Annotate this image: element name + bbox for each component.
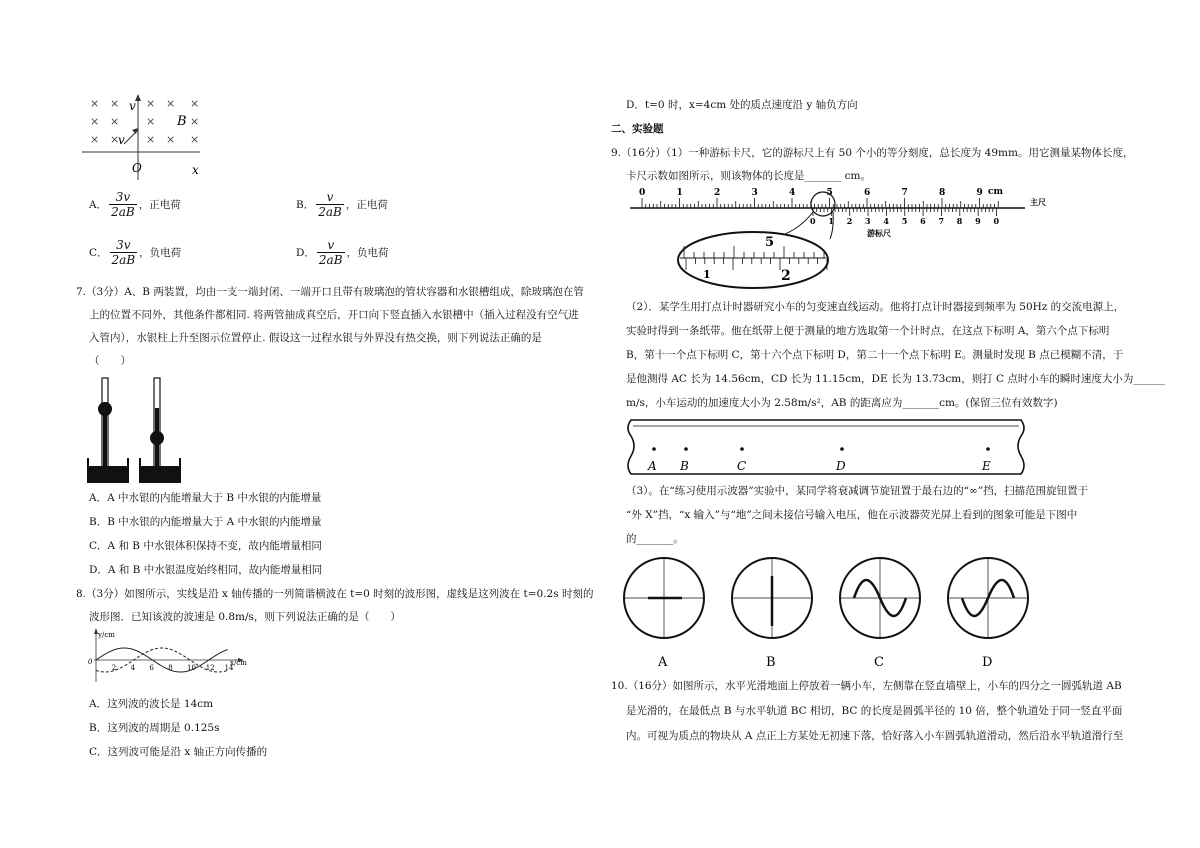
q8-option-c: C．这列波可能是沿 x 轴正方向传播的 [89,746,268,758]
svg-text:2: 2 [781,268,791,284]
caliper-vernier-label: 6 [920,216,926,226]
q9-p2-line5: m/s，小车运动的加速度大小为 2.58m/s²，AB 的距离应为_______cm。(保留三位有效数字) [626,397,1058,409]
svg-text:A: A [648,459,657,473]
mercury-tubes-figure [86,376,186,484]
caliper-vernier-label: 4 [883,216,889,226]
caliper-vernier-label: 3 [865,216,871,226]
q6-option-a: A． $\frac{3v}{2aB}$ ，正电荷 [89,190,181,219]
caliper-main-label: 1 [676,188,683,198]
wave-tick-label: 12 [205,664,215,672]
q9-p2-line4: 是他测得 AC 长为 14.56cm，CD 长为 11.15cm，DE 长为 13.73cm，则打 C 点时小车的瞬时速度大小为______ [626,373,1165,385]
svg-text:1: 1 [703,268,711,281]
q9-stem-line1: 9.（16分）（1）一种游标卡尺，它的游标尺上有 50 个小的等分刻度，总长度为 49mm。用它测量某物体长度， [611,147,1134,159]
paper-tape-figure [625,416,1027,478]
svg-text:v: v [129,99,136,113]
svg-text:v: v [118,133,125,147]
q8-stem-line1: 8.（3分）如图所示，实线是沿 x 轴传播的一列简谐横波在 t=0 时刻的波形图，虚线是这列波在 t=0.2s 时刻的 [76,588,594,600]
wave-tick-label: 14 [224,664,234,672]
section-heading: 二、实验题 [611,123,664,135]
caliper-main-label: 2 [714,188,721,198]
svg-text:A: A [658,655,668,670]
svg-text:D: D [982,655,993,670]
svg-text:O: O [132,161,142,175]
caliper-vernier-label: 8 [956,216,963,226]
svg-text:×: × [166,133,176,146]
svg-text:×: × [90,97,100,110]
caliper-vernier-label: 7 [938,216,945,226]
q8-stem-line2: 波形图．已知该波的波速是 0.8m/s，则下列说法正确的是（ ） [89,611,401,623]
svg-text:0: 0 [88,658,93,666]
scope-b [732,558,812,670]
caliper-main-label: 7 [901,188,908,198]
q8-option-b: B．这列波的周期是 0.125s [89,722,220,734]
wave-tick-label: 2 [111,664,117,672]
caliper-vernier-label: 2 [846,216,853,226]
svg-text:×: × [90,133,100,146]
magnetic-field-figure [82,92,212,182]
q9-p2-line1: （2）．某学生用打点计时器研究小车的匀变速直线运动。他将打点计时器接到频率为 50Hz 的交流电源上， [626,301,1125,313]
q8-option-a: A．这列波的波长是 14cm [89,698,214,710]
svg-text:×: × [110,97,120,110]
svg-text:×: × [190,115,200,128]
caliper-main-label: 4 [789,188,796,198]
caliper-vernier-label: 0 [993,216,1000,226]
caliper-vernier-label: 1 [828,216,834,226]
q6-option-b: B． $\frac{v}{2aB}$ ，正电荷 [296,190,388,219]
caliper-main-label: 0 [639,188,646,198]
caliper-main-label: 5 [826,188,833,198]
wave-tick-label: 6 [149,664,154,672]
caliper-main-label: 9 [976,188,983,198]
wave-figure [84,628,254,684]
q6-option-d: D． $\frac{v}{2aB}$ ，负电荷 [296,238,389,267]
q10-stem-line1: 10.（16分）如图所示，水平光滑地面上停放着一辆小车，左侧靠在竖直墙壁上，小车的四分之一圆弧轨道 AB [611,680,1122,692]
svg-text:C: C [737,459,747,473]
q7-option-a: A．A 中水银的内能增量大于 B 中水银的内能增量 [89,492,322,504]
svg-text:×: × [166,97,176,110]
scope-c [840,558,920,670]
svg-text:游标尺: 游标尺 [867,228,891,238]
scope-a [624,558,704,670]
svg-text:B: B [766,655,776,670]
svg-text:D: D [836,459,846,473]
q9-stem-line2: 卡尺示数如图所示，则该物体的长度是_______ cm。 [626,170,871,182]
q7-stem-line3: 入管内），水银柱上升至图示位置停止. 假设这一过程水银与外界没有热交换，则下列说法正确的是 [89,332,542,344]
q9-p3-line2: “外 X”挡，“x 输入”与“地”之间未接信号输入电压，他在示波器荧光屏上看到的图象可能是下图中 [626,509,1078,521]
svg-text:×: × [190,133,200,146]
svg-text:5: 5 [765,235,775,250]
svg-text:×: × [110,115,120,128]
q9-p3-line1: （3）。在“练习使用示波器”实验中，某同学将衰减调节旋钮置于最右边的“∞”挡，扫描范围旋钮置于 [626,485,1089,497]
wave-tick-label: 10 [187,664,196,672]
q7-option-d: D．A 和 B 中水银温度始终相同，故内能增量相同 [89,564,323,576]
scope-d [948,558,1028,670]
caliper-vernier-label: 9 [975,216,981,226]
svg-text:×: × [146,133,156,146]
q9-p2-line3: B，第十一个点下标明 C，第十六个点下标明 D，第二十一个点下标明 E。测量时发现 B 点已模糊不清，于 [626,349,1124,361]
svg-text:×: × [146,115,156,128]
svg-text:y/cm: y/cm [98,631,115,639]
svg-text:主尺: 主尺 [1030,197,1046,207]
q10-stem-line3: 内。可视为质点的物块从 A 点正上方某处无初速下落，恰好落入小车圆弧轨道滑动，然后沿水平轨道滑行至 [626,730,1124,742]
svg-text:B: B [177,114,187,129]
svg-text:×: × [90,115,100,128]
caliper-main-label: 8 [939,188,946,198]
oscilloscope-screens-figure [622,554,1032,674]
q7-stem-line2: 上的位置不同外，其他条件都相同. 将两管抽成真空后，开口向下竖直插入水银槽中（插入过程没有空气进 [89,309,579,321]
svg-text:×: × [190,97,200,110]
caliper-vernier-label: 0 [810,216,816,226]
q7-option-b: B．B 中水银的内能增量大于 A 中水银的内能增量 [89,516,322,528]
q10-stem-line2: 是光滑的，在最低点 B 与水平轨道 BC 相切，BC 的长度是圆弧半径的 10 倍，整个轨道处于同一竖直平面 [626,705,1123,717]
svg-text:×: × [146,97,156,110]
vernier-caliper-figure [620,184,1060,294]
q9-p2-line2: 实验时得到一条纸带。他在纸带上便于测量的地方选取第一个计时点，在这点下标明 A，第六个点下标明 [626,325,1110,337]
svg-text:E: E [982,459,991,473]
wave-tick-label: 4 [130,664,136,672]
q7-stem-line4: （ ） [89,355,131,367]
svg-text:x/cm: x/cm [230,659,247,667]
svg-text:B: B [680,459,689,473]
svg-text:×: × [110,133,120,146]
q9-p3-line3: 的_______。 [626,533,684,545]
svg-text:cm: cm [988,187,1004,197]
caliper-main-label: 3 [751,188,758,198]
q8-option-d: D．t=0 时，x=4cm 处的质点速度沿 y 轴负方向 [626,99,858,111]
caliper-vernier-label: 5 [901,216,908,226]
q7-option-c: C．A 和 B 中水银体积保持不变，故内能增量相同 [89,540,322,552]
wave-tick-label: 8 [168,664,173,672]
q7-stem-line1: 7.（3分）A、B 两装置，均由一支一端封闭、一端开口且带有玻璃泡的管状容器和水银槽组成，除玻璃泡在管 [76,286,584,298]
q6-option-c: C． $\frac{3v}{2aB}$ ，负电荷 [89,238,182,267]
svg-text:C: C [874,655,884,670]
svg-text:x: x [192,163,199,177]
caliper-main-label: 6 [864,188,871,198]
